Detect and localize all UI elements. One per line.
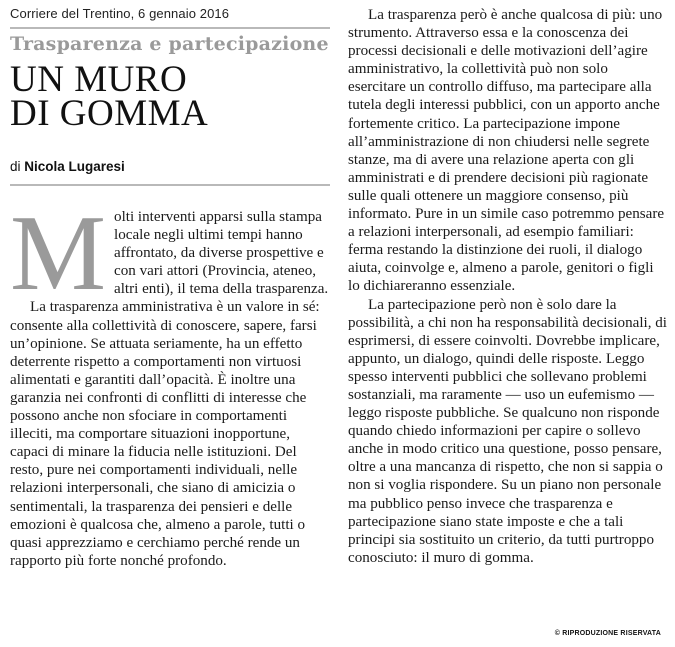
paragraph: olti interventi apparsi sulla stampa locale negli ultimi tempi hanno affrontato, da diverse prospettive e con vari attori (Provincia, ateneo, altri enti), il tema della trasparenza. — [114, 209, 329, 298]
paragraph: La trasparenza amministrativa è un valore in sé: consente alla collettività di conoscere, sapere, farsi un’opinione. Se attuata seriamente, ha un effetto deterrente rispetto a comportamenti non virtuosi alimentati e garantiti dall’opacità. È inoltre una garanzia nei confronti di conflitti di interesse che possono anche non sfociare in comportamenti illeciti, ma comportare situazioni inopportune, capaci di minare la fiducia nelle istituzioni. Del resto, pure nei comportamenti individuali, nelle relazioni interpersonali, che siano di amicizia o sentimentali, la trasparenza dei pensieri e delle emozioni è qualcosa che, almeno a parole, tutti o quasi apprezziamo e cerchiamo perché rende un rapporto più forte nonché profondo. — [10, 299, 320, 569]
copyright-notice: © RIPRODUZIONE RISERVATA — [554, 630, 661, 637]
top-rule — [10, 27, 330, 29]
drop-cap: M — [10, 194, 107, 313]
byline — [10, 159, 330, 174]
left-column — [10, 6, 330, 570]
kicker: Trasparenza e partecipazione — [10, 33, 329, 55]
article-body-left — [10, 194, 330, 570]
headline — [10, 59, 330, 134]
paragraph: La trasparenza però è anche qualcosa di più: uno strumento. Attraverso essa e la conoscenza dei processi decisionali e delle motivazioni dell’agire amministrativo, la collettività può non solo esercitare un controllo diffuso, ma partecipare alla tutela degli interessi pubblici, con un apporto anche fortemente critico. La partecipazione impone all’amministrazione di non chiudersi nelle segrete stanze, ma di avere una relazione aperta con gli amministrati e di prendere decisioni più ragionate sulle quali ottenere un maggiore consenso, più informato. Pure in un simile caso potremmo pensare a relazioni interpersonali, ad esempio familiari: ferma restando la distinzione dei ruoli, il dialogo aiuta, coinvolge e, almeno a parole, genitori o figli lo dichiareranno essenziale. — [348, 7, 665, 295]
paragraph: La partecipazione però non è solo dare la possibilità, a chi non ha responsabilità decisionali, di esprimersi, di essere coinvolti. Dovrebbe implicare, appunto, un dialogo, quindi delle risposte. Leggo spesso interventi pubblici che sollevano problemi sostanziali, ma raramente — uso un eufemismo — leggo risposte pubbliche. Se qualcuno non risponde quando chiedo informazioni per capire o sollevo anche in modo critico una questione, posso pensare, oltre a una mancanza di rispetto, che non si sappia o non si voglia rispondere. Su un piano non personale ma pubblico penso invece che trasparenza e partecipazione siano state imposte e che a tali principi sia sostituito un criterio, da tutti purtroppo conosciuto: il muro di gomma. — [348, 296, 668, 566]
headline-line-1: UN MURO — [10, 59, 188, 100]
headline-line-2: DI GOMMA — [10, 93, 209, 134]
article-body-right — [348, 6, 668, 567]
byline-prefix: di — [10, 159, 21, 174]
source-line: Corriere del Trentino, 6 gennaio 2016 — [10, 6, 230, 21]
byline-rule — [10, 184, 330, 186]
lead-paragraph — [10, 194, 330, 313]
author-name: Nicola Lugaresi — [24, 159, 125, 174]
right-column — [348, 6, 668, 567]
